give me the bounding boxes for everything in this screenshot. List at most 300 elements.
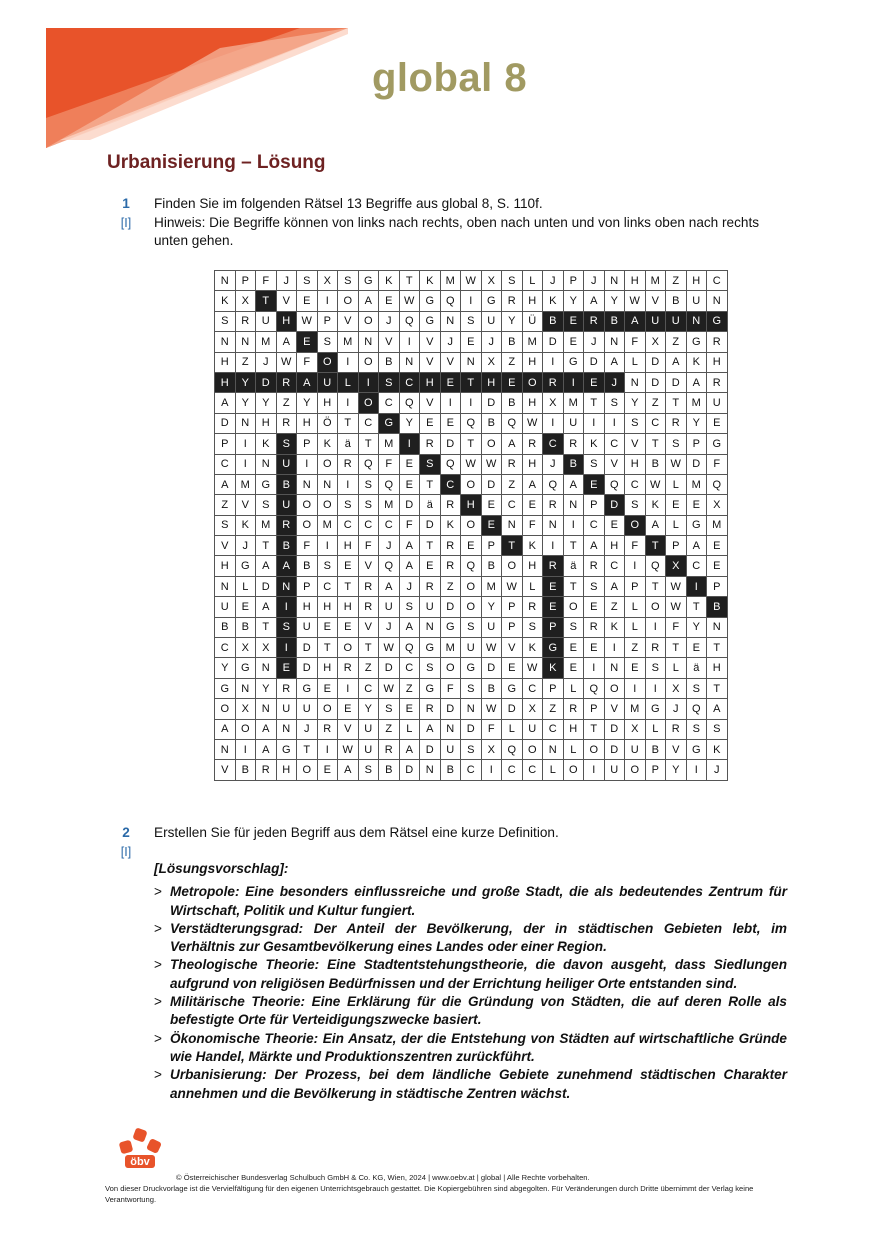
puzzle-cell: S bbox=[359, 760, 380, 780]
puzzle-cell: O bbox=[215, 699, 236, 719]
task-1-instruction: Finden Sie im folgenden Rätsel 13 Begriffe aus global 8, S. 110f. bbox=[154, 196, 543, 211]
puzzle-cell: J bbox=[277, 271, 298, 291]
puzzle-cell: C bbox=[523, 760, 544, 780]
puzzle-cell: G bbox=[420, 312, 441, 332]
puzzle-cell: S bbox=[318, 556, 339, 576]
puzzle-cell: H bbox=[318, 393, 339, 413]
puzzle-cell: F bbox=[482, 720, 503, 740]
puzzle-cell: L bbox=[666, 658, 687, 678]
puzzle-cell: B bbox=[236, 618, 257, 638]
puzzle-cell: S bbox=[461, 679, 482, 699]
puzzle-cell: W bbox=[482, 455, 503, 475]
puzzle-cell: D bbox=[502, 699, 523, 719]
puzzle-cell: E bbox=[461, 332, 482, 352]
puzzle-cell: X bbox=[646, 332, 667, 352]
puzzle-cell: I bbox=[338, 393, 359, 413]
puzzle-cell: H bbox=[625, 455, 646, 475]
puzzle-cell: V bbox=[666, 740, 687, 760]
puzzle-cell: K bbox=[707, 740, 728, 760]
puzzle-cell: Q bbox=[502, 414, 523, 434]
solution-item: > Theologische Theorie: Eine Stadtentstehungstheorie, die davon ausgeht, dass Siedlungen aufgrund von religiösen Bedürfnissen und der Errichtung heiliger Orte entstanden sind. bbox=[154, 957, 787, 991]
puzzle-cell: H bbox=[523, 556, 544, 576]
puzzle-cell: P bbox=[236, 271, 257, 291]
puzzle-cell: E bbox=[338, 556, 359, 576]
puzzle-cell: Y bbox=[236, 393, 257, 413]
puzzle-cell: C bbox=[338, 516, 359, 536]
puzzle-cell: C bbox=[502, 760, 523, 780]
puzzle-cell: C bbox=[400, 658, 421, 678]
puzzle-cell: V bbox=[338, 720, 359, 740]
solution-item: > Militärische Theorie: Eine Erklärung für die Gründung von Städten, die auf deren Rolle als befestigte Orte für Verteidigungszwecke basiert. bbox=[154, 994, 787, 1028]
puzzle-cell: L bbox=[236, 577, 257, 597]
puzzle-cell: P bbox=[584, 699, 605, 719]
puzzle-cell: I bbox=[400, 434, 421, 454]
puzzle-cell: Z bbox=[277, 393, 298, 413]
task-1-number: 1 bbox=[122, 196, 130, 211]
puzzle-cell: A bbox=[523, 475, 544, 495]
puzzle-cell: U bbox=[564, 414, 585, 434]
puzzle-cell: U bbox=[277, 495, 298, 515]
puzzle-cell: O bbox=[461, 516, 482, 536]
puzzle-cell: J bbox=[379, 312, 400, 332]
puzzle-cell: P bbox=[297, 434, 318, 454]
puzzle-cell: B bbox=[277, 475, 298, 495]
puzzle-cell: N bbox=[707, 291, 728, 311]
puzzle-cell: F bbox=[297, 536, 318, 556]
puzzle-cell: N bbox=[687, 312, 708, 332]
puzzle-cell: E bbox=[523, 495, 544, 515]
puzzle-cell: Y bbox=[400, 414, 421, 434]
puzzle-cell: S bbox=[256, 495, 277, 515]
puzzle-cell: U bbox=[707, 393, 728, 413]
puzzle-cell: U bbox=[420, 597, 441, 617]
puzzle-cell: ä bbox=[687, 658, 708, 678]
puzzle-cell: V bbox=[605, 455, 626, 475]
puzzle-cell: S bbox=[215, 312, 236, 332]
task-1-hint: Hinweis: Die Begriffe können von links nach rechts, oben nach unten und von links oben nach rechts unten gehen. bbox=[154, 214, 760, 248]
puzzle-cell: W bbox=[625, 291, 646, 311]
puzzle-cell: R bbox=[277, 373, 298, 393]
puzzle-cell: G bbox=[482, 291, 503, 311]
puzzle-cell: U bbox=[523, 720, 544, 740]
puzzle-cell: E bbox=[400, 455, 421, 475]
puzzle-cell: N bbox=[215, 577, 236, 597]
task-2-level: [I] bbox=[120, 845, 132, 859]
puzzle-cell: S bbox=[707, 720, 728, 740]
puzzle-cell: A bbox=[215, 393, 236, 413]
puzzle-cell: M bbox=[441, 271, 462, 291]
puzzle-cell: I bbox=[687, 760, 708, 780]
puzzle-cell: N bbox=[441, 312, 462, 332]
puzzle-cell: Q bbox=[605, 475, 626, 495]
puzzle-cell: D bbox=[256, 577, 277, 597]
puzzle-cell: N bbox=[400, 353, 421, 373]
puzzle-cell: C bbox=[523, 679, 544, 699]
puzzle-cell: F bbox=[379, 455, 400, 475]
puzzle-cell: G bbox=[646, 699, 667, 719]
puzzle-cell: U bbox=[482, 312, 503, 332]
puzzle-cell: R bbox=[564, 434, 585, 454]
puzzle-cell: T bbox=[338, 577, 359, 597]
puzzle-cell: U bbox=[277, 699, 298, 719]
task-1-level: [I] bbox=[120, 216, 132, 230]
puzzle-cell: Q bbox=[441, 291, 462, 311]
puzzle-cell: Z bbox=[625, 638, 646, 658]
puzzle-cell: I bbox=[543, 353, 564, 373]
puzzle-cell: N bbox=[236, 332, 257, 352]
puzzle-cell: X bbox=[236, 638, 257, 658]
puzzle-cell: R bbox=[584, 556, 605, 576]
puzzle-cell: O bbox=[318, 495, 339, 515]
puzzle-cell: T bbox=[318, 638, 339, 658]
puzzle-cell: Q bbox=[461, 414, 482, 434]
puzzle-cell: D bbox=[605, 495, 626, 515]
puzzle-cell: D bbox=[482, 475, 503, 495]
puzzle-cell: T bbox=[646, 434, 667, 454]
puzzle-cell: A bbox=[605, 577, 626, 597]
puzzle-cell: A bbox=[297, 373, 318, 393]
puzzle-cell: T bbox=[461, 373, 482, 393]
puzzle-cell: O bbox=[338, 291, 359, 311]
puzzle-cell: Ö bbox=[318, 414, 339, 434]
puzzle-cell: S bbox=[584, 577, 605, 597]
puzzle-cell: I bbox=[318, 536, 339, 556]
puzzle-cell: I bbox=[318, 740, 339, 760]
puzzle-cell: E bbox=[338, 618, 359, 638]
puzzle-cell: A bbox=[400, 556, 421, 576]
puzzle-cell: G bbox=[420, 679, 441, 699]
puzzle-cell: W bbox=[646, 475, 667, 495]
puzzle-cell: H bbox=[338, 597, 359, 617]
puzzle-cell: O bbox=[359, 353, 380, 373]
puzzle-cell: H bbox=[707, 353, 728, 373]
puzzle-cell: S bbox=[338, 495, 359, 515]
puzzle-cell: E bbox=[543, 577, 564, 597]
puzzle-cell: K bbox=[646, 495, 667, 515]
puzzle-cell: H bbox=[318, 658, 339, 678]
puzzle-cell: R bbox=[441, 536, 462, 556]
puzzle-cell: T bbox=[461, 434, 482, 454]
puzzle-cell: U bbox=[379, 597, 400, 617]
puzzle-cell: W bbox=[461, 455, 482, 475]
puzzle-cell: I bbox=[318, 291, 339, 311]
puzzle-cell: F bbox=[400, 516, 421, 536]
puzzle-cell: M bbox=[482, 577, 503, 597]
puzzle-cell: V bbox=[646, 291, 667, 311]
puzzle-cell: O bbox=[502, 556, 523, 576]
puzzle-cell: E bbox=[461, 536, 482, 556]
puzzle-cell: K bbox=[584, 434, 605, 454]
puzzle-cell: Q bbox=[543, 475, 564, 495]
puzzle-cell: H bbox=[625, 271, 646, 291]
puzzle-cell: I bbox=[277, 638, 298, 658]
puzzle-cell: P bbox=[584, 495, 605, 515]
puzzle-cell: N bbox=[543, 516, 564, 536]
puzzle-cell: Z bbox=[543, 699, 564, 719]
puzzle-cell: C bbox=[543, 720, 564, 740]
puzzle-cell: E bbox=[605, 516, 626, 536]
puzzle-cell: B bbox=[297, 556, 318, 576]
puzzle-cell: E bbox=[584, 597, 605, 617]
puzzle-cell: A bbox=[646, 516, 667, 536]
puzzle-cell: L bbox=[564, 740, 585, 760]
puzzle-cell: E bbox=[441, 414, 462, 434]
puzzle-cell: O bbox=[482, 434, 503, 454]
puzzle-cell: B bbox=[605, 312, 626, 332]
puzzle-cell: E bbox=[584, 638, 605, 658]
puzzle-cell: E bbox=[482, 495, 503, 515]
puzzle-cell: Q bbox=[379, 475, 400, 495]
footer-copyright: © Österreichischer Bundesverlag Schulbuch GmbH & Co. KG, Wien, 2024 | www.oebv.at | global | Alle Rechte vorbehalten. bbox=[176, 1173, 590, 1182]
puzzle-cell: X bbox=[236, 291, 257, 311]
puzzle-cell: R bbox=[502, 455, 523, 475]
puzzle-cell: O bbox=[461, 577, 482, 597]
puzzle-cell: T bbox=[564, 577, 585, 597]
puzzle-cell: I bbox=[584, 414, 605, 434]
puzzle-cell: J bbox=[482, 332, 503, 352]
puzzle-cell: J bbox=[666, 699, 687, 719]
puzzle-cell: N bbox=[605, 658, 626, 678]
puzzle-cell: A bbox=[666, 353, 687, 373]
puzzle-cell: F bbox=[441, 679, 462, 699]
puzzle-cell: O bbox=[625, 516, 646, 536]
puzzle-cell: J bbox=[379, 618, 400, 638]
puzzle-cell: P bbox=[564, 271, 585, 291]
puzzle-cell: O bbox=[646, 597, 667, 617]
puzzle-cell: I bbox=[338, 475, 359, 495]
puzzle-cell: O bbox=[584, 740, 605, 760]
puzzle-cell: A bbox=[256, 597, 277, 617]
puzzle-cell: R bbox=[277, 414, 298, 434]
puzzle-cell: T bbox=[584, 720, 605, 740]
puzzle-cell: V bbox=[277, 291, 298, 311]
puzzle-cell: Q bbox=[461, 556, 482, 576]
puzzle-cell: G bbox=[461, 658, 482, 678]
puzzle-cell: L bbox=[338, 373, 359, 393]
puzzle-cell: X bbox=[666, 679, 687, 699]
puzzle-cell: D bbox=[400, 495, 421, 515]
puzzle-cell: N bbox=[256, 699, 277, 719]
puzzle-cell: L bbox=[543, 760, 564, 780]
solution-block bbox=[154, 860, 787, 1103]
puzzle-cell: S bbox=[420, 658, 441, 678]
puzzle-cell: E bbox=[318, 760, 339, 780]
puzzle-cell: M bbox=[646, 271, 667, 291]
puzzle-cell: T bbox=[420, 536, 441, 556]
puzzle-cell: U bbox=[215, 597, 236, 617]
puzzle-cell: V bbox=[625, 434, 646, 454]
puzzle-cell: Y bbox=[666, 760, 687, 780]
puzzle-cell: L bbox=[666, 516, 687, 536]
puzzle-cell: T bbox=[666, 393, 687, 413]
puzzle-cell: A bbox=[605, 353, 626, 373]
puzzle-cell: S bbox=[564, 618, 585, 638]
puzzle-cell: C bbox=[502, 495, 523, 515]
puzzle-cell: T bbox=[338, 414, 359, 434]
puzzle-cell: A bbox=[256, 556, 277, 576]
puzzle-cell: U bbox=[256, 312, 277, 332]
puzzle-cell: P bbox=[502, 618, 523, 638]
puzzle-cell: H bbox=[256, 414, 277, 434]
puzzle-cell: S bbox=[461, 618, 482, 638]
puzzle-cell: G bbox=[687, 516, 708, 536]
puzzle-cell: W bbox=[502, 577, 523, 597]
puzzle-cell: J bbox=[543, 271, 564, 291]
puzzle-cell: D bbox=[482, 393, 503, 413]
puzzle-cell: P bbox=[625, 577, 646, 597]
puzzle-cell: Y bbox=[625, 393, 646, 413]
puzzle-cell: N bbox=[564, 495, 585, 515]
puzzle-cell: T bbox=[707, 638, 728, 658]
puzzle-cell: Z bbox=[215, 495, 236, 515]
puzzle-cell: A bbox=[215, 720, 236, 740]
puzzle-cell: E bbox=[297, 291, 318, 311]
puzzle-cell: D bbox=[646, 373, 667, 393]
solution-heading: [Lösungsvorschlag]: bbox=[154, 861, 289, 876]
puzzle-cell: G bbox=[277, 740, 298, 760]
puzzle-cell: A bbox=[584, 536, 605, 556]
puzzle-cell: X bbox=[482, 740, 503, 760]
puzzle-cell: M bbox=[256, 332, 277, 352]
puzzle-cell: R bbox=[523, 434, 544, 454]
puzzle-cell: H bbox=[338, 536, 359, 556]
puzzle-cell: V bbox=[379, 332, 400, 352]
puzzle-cell: C bbox=[379, 393, 400, 413]
puzzle-cell: P bbox=[543, 618, 564, 638]
puzzle-cell: W bbox=[666, 455, 687, 475]
puzzle-cell: D bbox=[441, 597, 462, 617]
puzzle-cell: A bbox=[502, 434, 523, 454]
puzzle-cell: A bbox=[687, 373, 708, 393]
puzzle-cell: Z bbox=[400, 679, 421, 699]
puzzle-cell: V bbox=[359, 556, 380, 576]
puzzle-cell: I bbox=[277, 597, 298, 617]
puzzle-cell: Y bbox=[256, 393, 277, 413]
puzzle-cell: Q bbox=[584, 679, 605, 699]
puzzle-cell: I bbox=[236, 434, 257, 454]
puzzle-cell: K bbox=[215, 291, 236, 311]
puzzle-cell: C bbox=[318, 577, 339, 597]
puzzle-cell: H bbox=[605, 536, 626, 556]
puzzle-cell: I bbox=[646, 618, 667, 638]
puzzle-cell: S bbox=[318, 332, 339, 352]
puzzle-cell: S bbox=[359, 475, 380, 495]
puzzle-cell: J bbox=[584, 271, 605, 291]
puzzle-cell: H bbox=[215, 373, 236, 393]
puzzle-cell: H bbox=[277, 760, 298, 780]
puzzle-cell: N bbox=[461, 699, 482, 719]
puzzle-cell: G bbox=[215, 679, 236, 699]
puzzle-cell: M bbox=[523, 332, 544, 352]
puzzle-cell: B bbox=[482, 414, 503, 434]
puzzle-cell: N bbox=[543, 740, 564, 760]
puzzle-cell: H bbox=[523, 291, 544, 311]
puzzle-cell: B bbox=[666, 291, 687, 311]
puzzle-cell: L bbox=[502, 720, 523, 740]
puzzle-cell: Z bbox=[502, 353, 523, 373]
puzzle-cell: T bbox=[359, 638, 380, 658]
puzzle-cell: R bbox=[359, 597, 380, 617]
puzzle-cell: A bbox=[359, 291, 380, 311]
puzzle-cell: E bbox=[236, 597, 257, 617]
puzzle-cell: C bbox=[379, 516, 400, 536]
puzzle-cell: E bbox=[564, 658, 585, 678]
puzzle-cell: T bbox=[564, 536, 585, 556]
puzzle-cell: O bbox=[625, 760, 646, 780]
puzzle-cell: L bbox=[666, 475, 687, 495]
puzzle-cell: O bbox=[564, 760, 585, 780]
puzzle-cell: E bbox=[420, 414, 441, 434]
puzzle-cell: S bbox=[605, 393, 626, 413]
puzzle-cell: T bbox=[707, 679, 728, 699]
puzzle-cell: R bbox=[420, 577, 441, 597]
puzzle-cell: A bbox=[400, 618, 421, 638]
puzzle-cell: X bbox=[666, 556, 687, 576]
puzzle-cell: Q bbox=[687, 699, 708, 719]
puzzle-cell: Q bbox=[441, 455, 462, 475]
puzzle-cell: R bbox=[420, 699, 441, 719]
puzzle-cell: R bbox=[441, 495, 462, 515]
puzzle-cell: S bbox=[584, 455, 605, 475]
puzzle-cell: C bbox=[359, 414, 380, 434]
puzzle-cell: T bbox=[646, 536, 667, 556]
puzzle-cell: W bbox=[400, 291, 421, 311]
puzzle-cell: Z bbox=[666, 332, 687, 352]
puzzle-cell: I bbox=[236, 455, 257, 475]
puzzle-cell: Y bbox=[687, 618, 708, 638]
puzzle-cell: Y bbox=[256, 679, 277, 699]
puzzle-cell: S bbox=[646, 658, 667, 678]
puzzle-cell: E bbox=[707, 536, 728, 556]
puzzle-cell: I bbox=[400, 332, 421, 352]
puzzle-cell: N bbox=[256, 455, 277, 475]
puzzle-cell: D bbox=[441, 699, 462, 719]
puzzle-cell: R bbox=[318, 720, 339, 740]
puzzle-cell: H bbox=[707, 658, 728, 678]
puzzle-cell: S bbox=[379, 373, 400, 393]
puzzle-cell: V bbox=[338, 312, 359, 332]
puzzle-cell: D bbox=[379, 658, 400, 678]
puzzle-cell: N bbox=[236, 679, 257, 699]
puzzle-cell: H bbox=[564, 720, 585, 740]
puzzle-cell: O bbox=[318, 455, 339, 475]
puzzle-cell: R bbox=[420, 434, 441, 454]
puzzle-cell: O bbox=[297, 760, 318, 780]
puzzle-cell: X bbox=[482, 271, 503, 291]
word-search-grid bbox=[214, 270, 728, 781]
puzzle-cell: T bbox=[420, 475, 441, 495]
puzzle-cell: P bbox=[215, 434, 236, 454]
puzzle-cell: F bbox=[625, 536, 646, 556]
puzzle-cell: U bbox=[482, 618, 503, 638]
puzzle-cell: W bbox=[482, 699, 503, 719]
puzzle-cell: Y bbox=[297, 393, 318, 413]
puzzle-cell: U bbox=[646, 312, 667, 332]
puzzle-cell: Z bbox=[502, 475, 523, 495]
puzzle-cell: C bbox=[441, 475, 462, 495]
puzzle-cell: M bbox=[687, 393, 708, 413]
puzzle-cell: L bbox=[625, 353, 646, 373]
puzzle-cell: K bbox=[256, 434, 277, 454]
puzzle-cell: S bbox=[687, 720, 708, 740]
puzzle-cell: O bbox=[605, 679, 626, 699]
puzzle-cell: Z bbox=[359, 658, 380, 678]
puzzle-cell: R bbox=[666, 720, 687, 740]
puzzle-cell: C bbox=[461, 760, 482, 780]
puzzle-cell: D bbox=[584, 353, 605, 373]
puzzle-cell: Z bbox=[379, 720, 400, 740]
puzzle-cell: O bbox=[441, 658, 462, 678]
